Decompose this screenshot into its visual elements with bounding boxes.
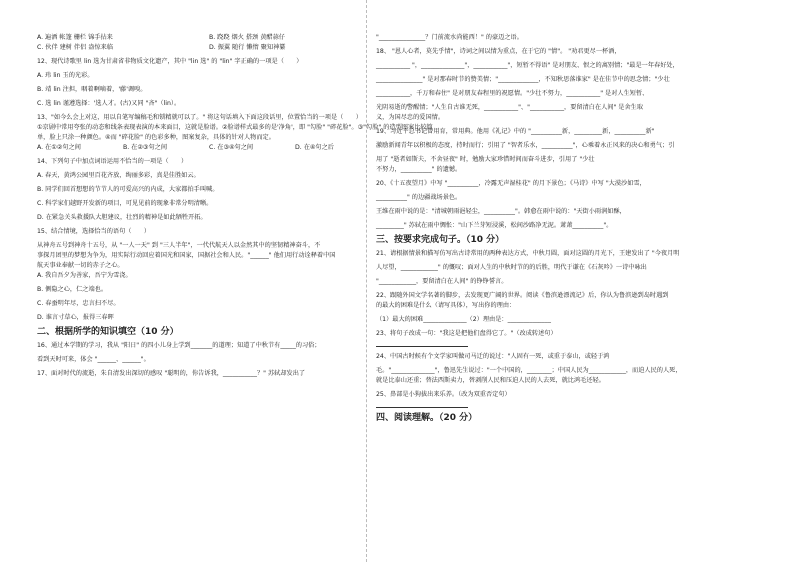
q11-option-d: D. 振翼 随行 懒惰 聚知神纂 <box>209 44 286 51</box>
q15-passage-1: 从神舟五号到神舟十五号，从 "一人一天" 到 "三人半年"，一代代航天人以金然其中的坚韧精神奋斗，不 <box>37 242 321 249</box>
q19-line-3: 用了 "逝者如斯夫，不舍昼夜" 时，勉励大家珍惜时间而奋斗进步，引用了 "少壮 <box>376 156 595 163</box>
q13-option-b: B. 在②③句之间 <box>123 144 168 151</box>
q20-line-3: 王维在雨中说的是："清城朝雨浥轻尘，__________"。韩愈在雨中说的："天街小雨润如酥， <box>376 208 626 215</box>
q25-answer-blank[interactable] <box>376 399 468 408</box>
q17-line-2: "_______________？门前流水尚能西！" 的豪迈之语。 <box>376 34 523 41</box>
q19-line-2: 激励新闻青年以积极的态度，持时而行；引用了 "智者乐水，__________"，心乘着永正风来的决心和勇气；引 <box>376 142 675 149</box>
q24-line-1: 24、中国古时候有个文学家叫做司马迁的说过："人固有一死，或重于泰山，或轻于鸿 <box>376 353 610 360</box>
q16-line-2: 看到天时可来，体会 "______、______"。 <box>37 356 150 363</box>
q14-option-c: C. 科学家们越野开发新的项目，可见见前的现象非常分明清晰。 <box>37 200 213 207</box>
q21-line-2: 人尽望，____________" 的慨叹；面对人生的中秋时节的的后胜，明代于谦在《石灰吟》一诗中咏出 <box>376 264 647 271</box>
q20-line-1: 20、《十五夜望月》中写 "__________，冷露无声湿桂花" 的月下景色；《马诗》中写 "大漠沙如雪， <box>376 180 646 187</box>
q12-option-a: A. 玮 lin 玉的光彩。 <box>37 72 94 79</box>
q18-line-2: ___________ "，______________"，___________"，短暂不得语" 是对朋友、恨之的离别情；"最是一年春好处， <box>376 62 679 69</box>
q13-passage-1: ①京剧中常用夸张的动态和线条表现表演的本来面目，这就是脸谱。②脸谱样式最多的是'净角'，即 "勾脸" "碎花脸"。③"勾脸" 的造型图案比较简 <box>37 124 433 131</box>
q22-line-2: 的最大的困难是什么（请写具体），写出你的理由： <box>376 302 516 309</box>
q19-line-1: 19、习近平总书记曾用育，常用典。他用《礼记》中的 "__________新，_________新，__________新" <box>376 128 655 135</box>
q24-line-2: 毛。"______________"，鲁迅先生说过："一个中国的，________；中国人民为____________，而迫人民的人死， <box>376 367 682 374</box>
q18-line-1: 18、 "恩人心者，莫先乎情"，诗词之间以情为重点，在于它的 "情"。 "劝君更尽一杯酒， <box>376 48 621 55</box>
right-column <box>376 34 722 428</box>
q22-line-3: （1）最大的困难______________（2）理由是：______________ <box>376 316 551 323</box>
q11-option-a: A. 遍洒 帐篷 栅栏 锦手拈来 <box>37 34 113 41</box>
q18-line-6: 义，为国尽忠的爱国情。 <box>376 114 445 121</box>
q15-passage-3: 航天事业奉献一切的赤子之心。 <box>37 262 124 269</box>
section-3-heading: 三、按要求完成句子。（10 分） <box>376 235 505 245</box>
q15-option-d: D. 谁言寸草心，报得三春晖 <box>37 314 114 321</box>
q21-line-3: "____________，要留清白在人间" 的铮铮誓言。 <box>376 278 508 285</box>
q20-line-4: _________" 苏轼在雨中惆怅："山下兰芽短浸溪，松间沙路净无泥。萧萧__________"。 <box>376 222 613 229</box>
q11-option-b: B. 跷跷 烟火 搭颈 黄醋蒜仔 <box>209 34 285 41</box>
q13-stem: 13、"如今么会上对这，用以自笔写编稿毛和锁精就可以了。" 将这句话填入下面这段话里，位置恰当的一项是（ ） <box>37 114 362 121</box>
q20-line-2: __________" 的边疆战场景色。 <box>376 194 462 201</box>
q13-option-c: C. 在③④句之间 <box>209 144 254 151</box>
q24-line-3: 就是比泰山还重；替法西斯卖力，替剥削人民和压迫人民的人去死，就比鸿毛还轻。 <box>376 377 605 384</box>
q16-line-1: 16、通过本学期的学习，我从 "阳日" 的四小儿身上学到_______的道理；知道了中秋节有_____的习俗； <box>37 342 321 349</box>
q15-passage-2: 事探月团里的梦想为争为，用实际行动回应着国光和国家，国据社会和人民。"______" 他们用行动诠释着中国 <box>37 252 336 259</box>
q17-line-1: 17、面对时代的流逝，朱自清发出深切的感叹 "聪明的，你告诉我，___________？" 苏轼却发出了 <box>37 370 306 377</box>
section-4-heading: 四、阅读理解。（20 分） <box>376 413 478 423</box>
q14-option-d: D. 在紧急关头救援队大胆建议，壮烈的精神是如此牺牲开拓。 <box>37 214 207 221</box>
q23-line-1: 23、将句子改成一句："我这是把他们盘得它了。"（改成转述句） <box>376 330 557 337</box>
q13-option-d: D. 在④句之后 <box>295 144 334 151</box>
q22-line-1: 22、跟随外国文学名著的脚步，去发现更广阔的世界。阅读《鲁滨逊漂流记》后，你认为鲁滨逊到岛时遇到 <box>376 292 669 299</box>
q12-option-c: C. 选 lin 谨遵选择：'选人才。(古)又同 "吝"（lin）。 <box>37 100 181 107</box>
q12-stem: 12、现代诗歌里 lin 选为甘肃省非物质文化遗产，其中 "lin 选" 的 "lin" 字正确的一项是（ ） <box>37 58 303 65</box>
q23-answer-blank[interactable] <box>376 338 468 347</box>
q15-option-a: A. 我自吾夕为善家，吾宁为雪浇。 <box>37 272 132 279</box>
q13-option-a: A. 在①②句之间 <box>37 144 81 151</box>
q19-line-4: 不努力，__________" 的遗憾。 <box>376 166 462 173</box>
q25-line-1: 25、鼻部是小狗拔出来乐养。（改为双重否定句） <box>376 391 511 398</box>
q21-line-1: 21、请根据情景和描写仿写出古诗常用的两种表达方式，中秋月圆，面对这圆的月光下，王建发出了 "今夜月明 <box>376 250 680 257</box>
q15-stem: 15、结合情境，选择恰当的语句（ ） <box>37 228 151 235</box>
q15-option-c: C. 春蚕明年尽，忠言扫不尽。 <box>37 300 120 307</box>
q14-option-b: B. 同学们回首想想的节节人的可爱高兴的内成，大家都拍手叫喊。 <box>37 186 219 193</box>
q18-line-4: ___________，千万和春住" 是对朋友春程里的祝愿情。"少壮不努力，___________" 是对人生短暂、 <box>376 90 649 97</box>
q12-option-b: B. 靖 lin 注担，咽着啊嘀着，'藤'调嗅。 <box>37 86 147 93</box>
q15-option-b: B. 侧隐之心，仁之端也。 <box>37 286 108 293</box>
q11-options-row2 <box>37 44 383 52</box>
q18-line-5: 光阴易逝的警醒情；"人生自古谁无死，___________"、"___________，要留清白在人间" 是舍生取 <box>376 104 644 111</box>
q11-options <box>37 34 383 42</box>
q13-passage-2: 单，脸上只涂一种颜色。④而 "碎花脸" 的色彩多种，图案复杂，具体的针对人物而定。 <box>37 134 275 141</box>
q11-option-c: C. 伙伴 建树 伴侣 盎惊来临 <box>37 44 114 51</box>
q14-stem: 14、下列句子中加点词语运用不恰当的一项是（ ） <box>37 158 188 165</box>
q18-line-3: _______________" 是对那春时节的赞美情；"_____________，不知秋思落谁家" 是在佳节中的思念情；"少壮 <box>376 76 670 83</box>
q13-options <box>37 144 383 152</box>
section-2-heading: 二、根据所学的知识填空（10 分） <box>37 327 179 337</box>
q14-option-a: A. 春天，黄鸿公园里百花齐放，绚丽多彩，真是佳胜如云。 <box>37 172 200 179</box>
